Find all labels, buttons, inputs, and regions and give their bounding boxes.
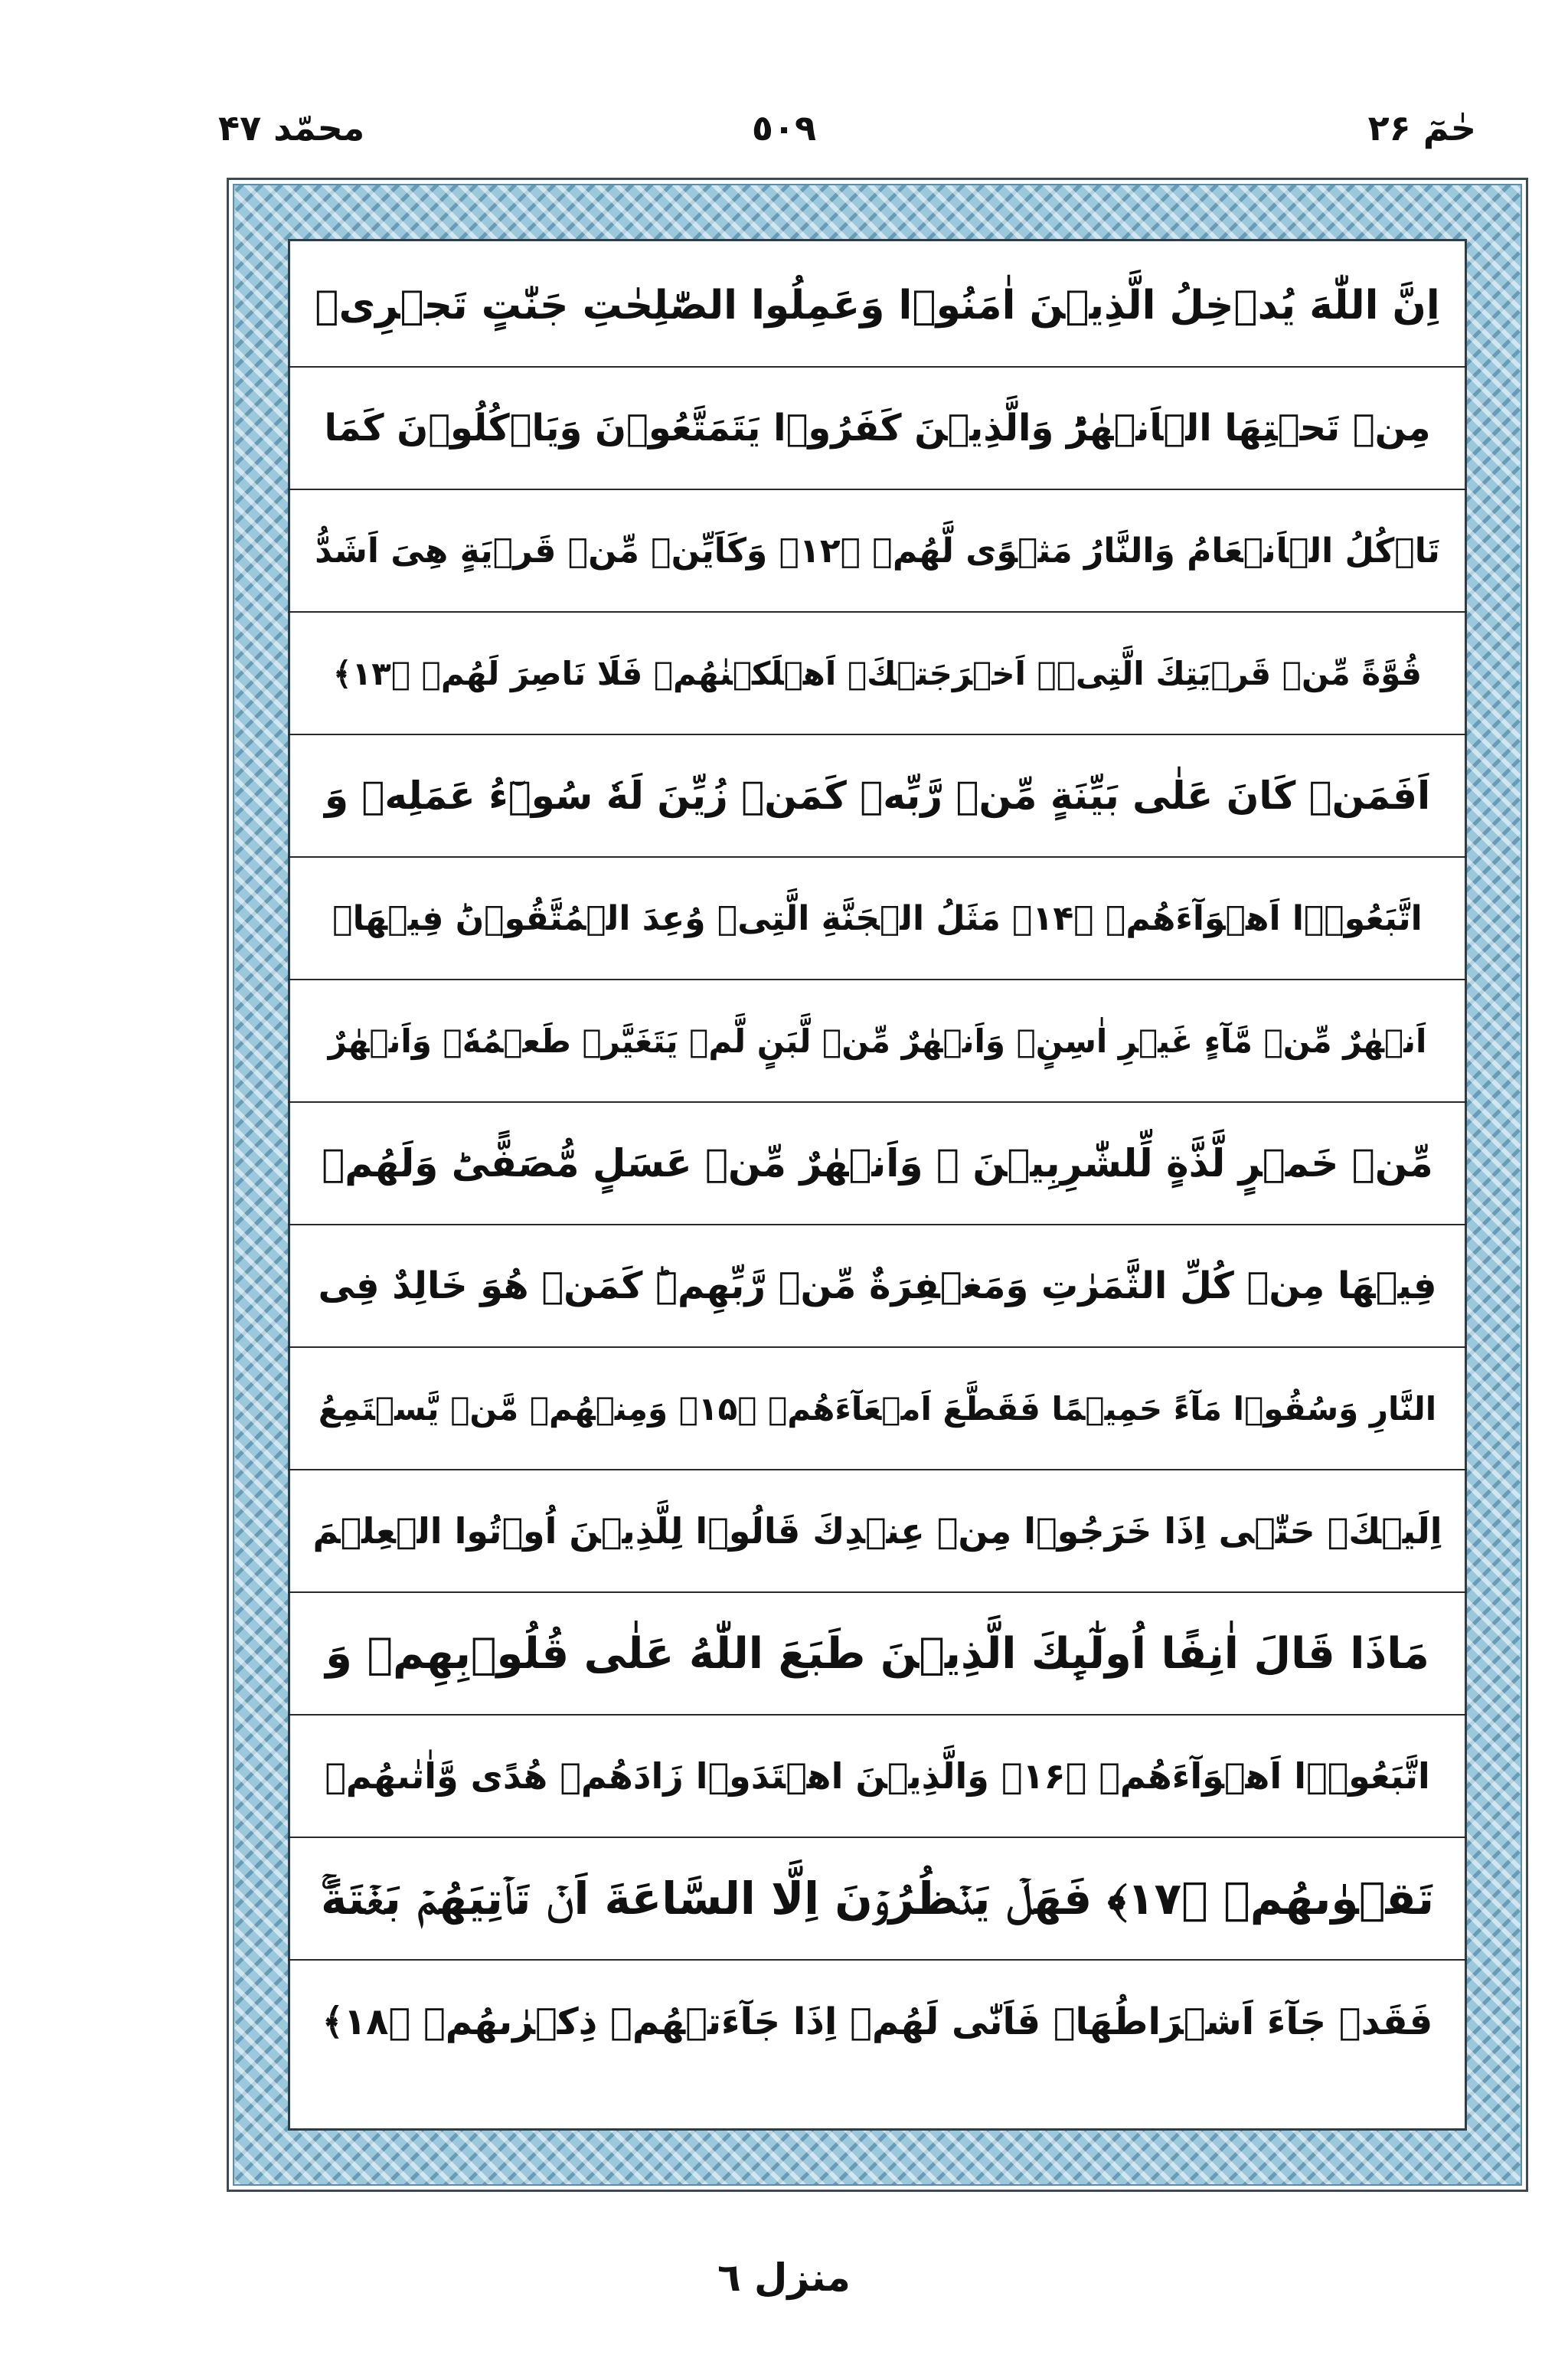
verse-line	[288, 1225, 1467, 1348]
verse-line-text: اتَّبَعُوۡۤا اَهۡوَآءَهُمۡ ﴿۱۴﴾ مَثَلُ الۡجَنَّةِ الَّتِىۡ وُعِدَ الۡمُتَّقُوۡنَ​ؕ فِيۡهَاۤ	[332, 898, 1423, 938]
verse-line-text: مَاذَا قَالَ اٰنِفًا​ اُولٰٓٮِٕكَ الَّذِيۡنَ طَبَعَ اللّٰهُ عَلٰى قُلُوۡبِهِمۡ وَ	[325, 1628, 1429, 1679]
verse-line	[288, 490, 1467, 613]
juz-name: حٰمٓ ۲۶	[1367, 107, 1476, 149]
surah-name: محمّد ۴۷	[218, 107, 365, 149]
manzil-footer: منزل ٦	[717, 2255, 851, 2300]
verse-line-text: مِّنۡ خَمۡرٍ لَّذَّةٍ لِّلشّٰرِبِيۡنَ ۚ وَاَنۡهٰرٌ مِّنۡ عَسَلٍ مُّصَفًّى​ؕ وَلَهُمۡ	[322, 1141, 1433, 1186]
verse-line	[288, 1348, 1467, 1470]
verse-line	[288, 1103, 1467, 1225]
verse-line-text: فِيۡهَا مِنۡ كُلِّ الثَّمَرٰتِ وَمَغۡفِرَةٌ مِّنۡ رَّبِّهِمۡ​ؕ كَمَنۡ هُوَ خَالِدٌ فِى	[318, 1264, 1437, 1307]
verse-line	[288, 1593, 1467, 1716]
verse-line-text: اَفَمَنۡ كَانَ عَلٰى بَيِّنَةٍ مِّنۡ رَّبِّهٖ كَمَنۡ زُيِّنَ لَهٗ سُوۡٓءُ عَمَلِهٖ وَ	[324, 774, 1431, 818]
verse-line-text: تَقۡوٰٮهُمۡ ﴿۱۷﴾ فَهَلۡ يَنۡظُرُوۡنَ اِلَّا السَّاعَةَ اَنۡ تَاۡتِيَهُمۡ بَغۡتَةً​ۚ	[320, 1872, 1435, 1925]
verse-line	[288, 1716, 1467, 1838]
verse-line-text: اتَّبَعُوۡۤا اَهۡوَآءَهُمۡ ﴿۱۶﴾ وَالَّذِيۡنَ اهۡتَدَوۡا زَادَهُمۡ هُدًى وَّاٰتٰٮهُمۡ	[325, 1755, 1430, 1797]
page-number: ٥٠٩	[751, 107, 817, 149]
page-header	[0, 107, 1568, 168]
verse-line	[288, 613, 1467, 735]
verse-line-text: تَاۡكُلُ الۡاَنۡعَامُ وَالنَّارُ مَثۡوًى لَّهُمۡ ﴿۱۲﴾ وَكَاَيِّنۡ مِّنۡ قَرۡيَةٍ هِىَ اَشَدُّ	[315, 531, 1440, 571]
verse-line	[288, 1470, 1467, 1593]
verse-line-text: فَقَدۡ جَآءَ اَشۡرَاطُهَا​ۚ فَاَنّٰى لَهُمۡ اِذَا جَآءَتۡهُمۡ ذِكۡرٰٮهُمۡ ﴿۱۸﴾	[322, 2000, 1433, 2043]
verse-line	[288, 858, 1467, 980]
verse-line	[288, 368, 1467, 490]
verse-line-text: مِنۡ تَحۡتِهَا الۡاَنۡهٰرُ​ؕ وَالَّذِيۡنَ كَفَرُوۡا يَتَمَتَّعُوۡنَ وَيَاۡكُلُوۡنَ كَمَا	[324, 407, 1431, 450]
verse-line-text: قُوَّةً مِّنۡ قَرۡيَتِكَ الَّتِىۡۤ اَخۡرَجَتۡكَ​ۚ اَهۡلَكۡنٰهُمۡ فَلَا نَاصِرَ لَهُمۡ ﴿۱۳﴾	[332, 654, 1423, 692]
verse-line	[288, 980, 1467, 1103]
verse-line	[288, 245, 1467, 368]
verse-lines	[288, 239, 1467, 2131]
verse-line	[288, 735, 1467, 858]
verse-line	[288, 1961, 1467, 2083]
verse-line-text: اِنَّ اللّٰهَ يُدۡخِلُ الَّذِيۡنَ اٰمَنُوۡا وَعَمِلُوا الصّٰلِحٰتِ جَنّٰتٍ تَجۡرِىۡ	[315, 283, 1440, 329]
verse-line-text: اِلَيۡكَ​ۚ حَتّٰۤى اِذَا خَرَجُوۡا مِنۡ عِنۡدِكَ قَالُوۡا لِلَّذِيۡنَ اُوۡتُوا الۡعِلۡمَ	[312, 1510, 1442, 1552]
verse-line	[288, 1838, 1467, 1961]
verse-line-text: النَّارِ وَسُقُوۡا مَآءً حَمِيۡمًا فَقَطَّعَ اَمۡعَآءَهُمۡ ﴿۱۵﴾ وَمِنۡهُمۡ مَّنۡ يَّسۡتَمِعُ	[318, 1389, 1437, 1428]
verse-line-text: اَنۡهٰرٌ مِّنۡ مَّآءٍ غَيۡرِ اٰسِنٍ​ۚ وَاَنۡهٰرٌ مِّنۡ لَّبَنٍ لَّمۡ يَتَغَيَّرۡ طَعۡمُهٗ​ۚ وَاَنۡهٰرٌ	[328, 1022, 1427, 1060]
